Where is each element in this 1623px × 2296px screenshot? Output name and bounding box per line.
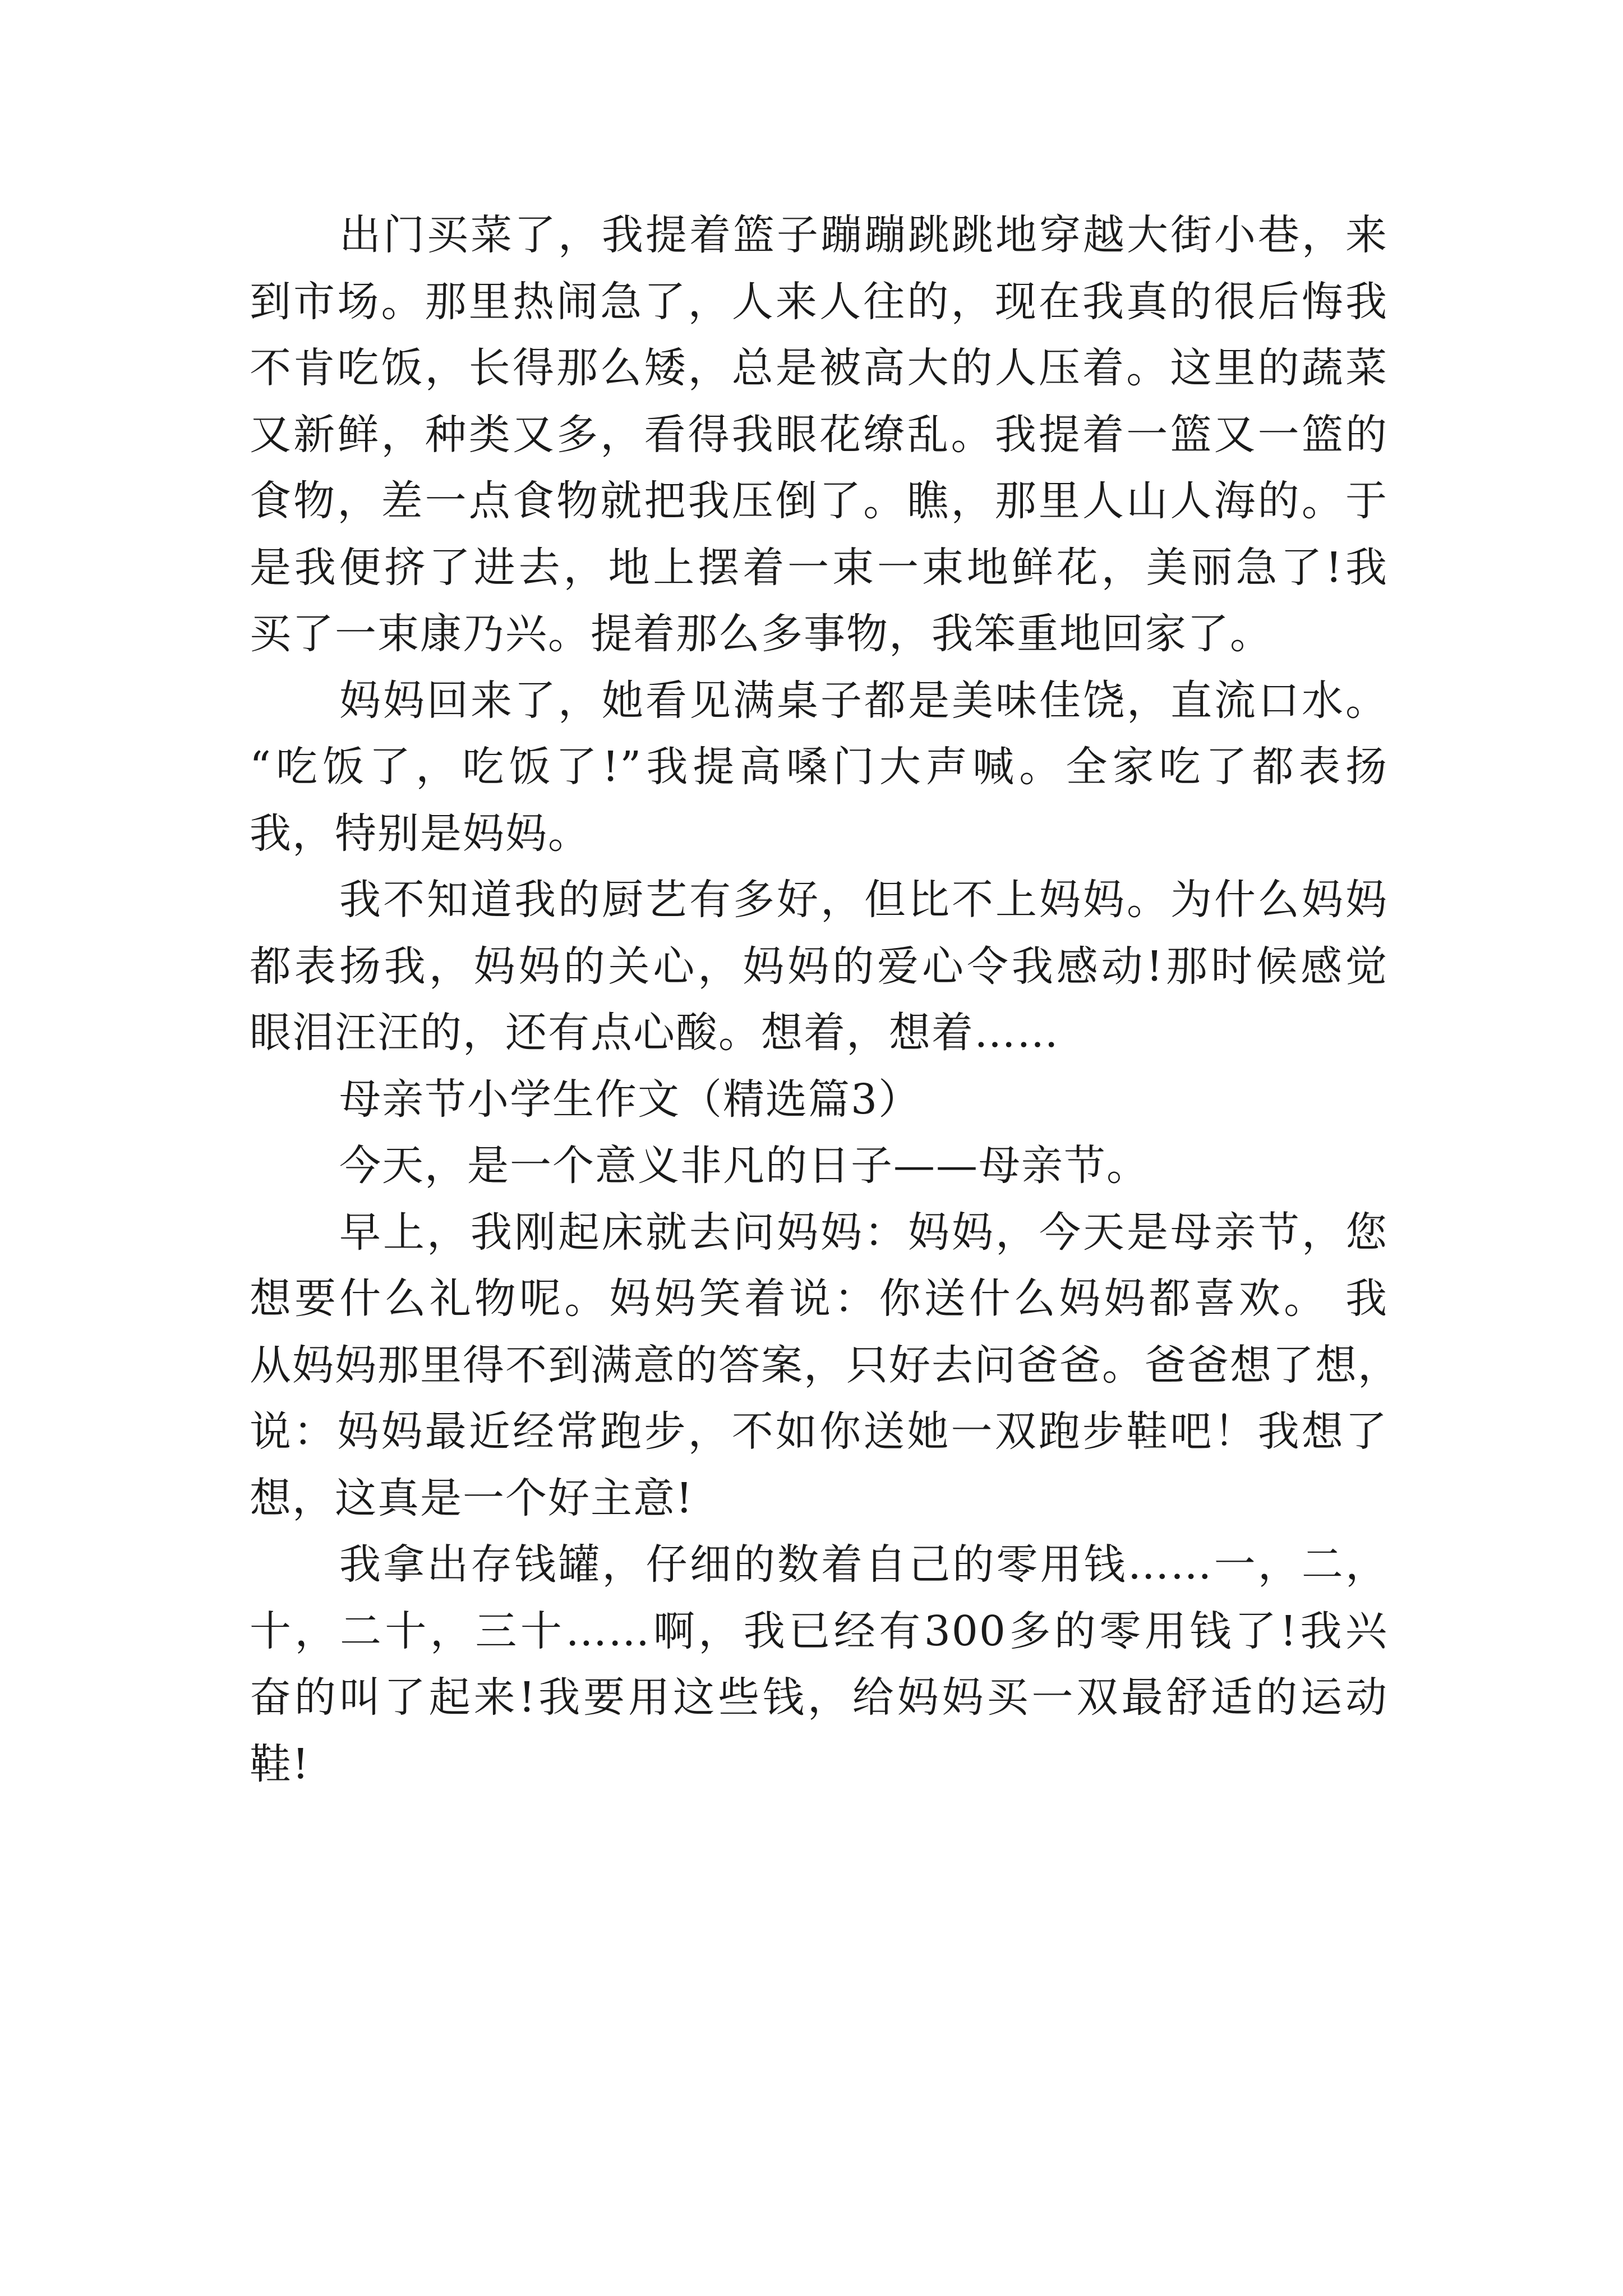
paragraph-line: “吃饭了，吃饭了!”我提高嗓门大声喊。全家吃了都表扬 (250, 743, 1388, 791)
section-heading: 母亲节小学生作文（精选篇3） (339, 1075, 921, 1124)
paragraph-line: 今天，是一个意义非凡的日子——母亲节。 (339, 1142, 1149, 1190)
paragraph-line: 早上，我刚起床就去问妈妈：妈妈，今天是母亲节，您 (339, 1208, 1388, 1257)
paragraph-line: 是我便挤了进去，地上摆着一束一束地鲜花，美丽急了!我 (250, 543, 1388, 592)
essay-body (250, 202, 1400, 1797)
paragraph-line: 食物，差一点食物就把我压倒了。瞧，那里人山人海的。于 (250, 477, 1388, 525)
paragraph-line: 不肯吃饭，长得那么矮，总是被高大的人压着。这里的蔬菜 (250, 344, 1388, 392)
paragraph-line: 都表扬我，妈妈的关心，妈妈的爱心令我感动!那时候感觉 (250, 942, 1388, 991)
paragraph-line: 我，特别是妈妈。 (250, 809, 591, 858)
paragraph-line: 鞋! (250, 1740, 310, 1788)
paragraph-line: 想，这真是一个好主意! (250, 1474, 694, 1522)
paragraph-line: 买了一束康乃兴。提着那么多事物，我笨重地回家了。 (250, 610, 1272, 658)
paragraph-line: 想要什么礼物呢。妈妈笑着说：你送什么妈妈都喜欢。 我 (250, 1274, 1388, 1323)
paragraph-line: 我不知道我的厨艺有多好，但比不上妈妈。为什么妈妈 (339, 876, 1388, 924)
paragraph-line: 妈妈回来了，她看见满桌子都是美味佳饶，直流口水。 (339, 676, 1388, 725)
paragraph-line: 我拿出存钱罐，仔细的数着自己的零用钱……一，二， (339, 1540, 1388, 1589)
paragraph-line: 奋的叫了起来!我要用这些钱，给妈妈买一双最舒适的运动 (250, 1673, 1388, 1722)
paragraph-line: 说：妈妈最近经常跑步，不如你送她一双跑步鞋吧！我想了 (250, 1407, 1388, 1456)
paragraph-line: 到市场。那里热闹急了，人来人往的，现在我真的很后悔我 (250, 277, 1388, 326)
paragraph-line: 又新鲜，种类又多，看得我眼花缭乱。我提着一篮又一篮的 (250, 410, 1388, 459)
paragraph-line: 出门买菜了，我提着篮子蹦蹦跳跳地穿越大街小巷，来 (339, 211, 1388, 259)
paragraph-line: 十，二十，三十……啊，我已经有300多的零用钱了!我兴 (250, 1607, 1388, 1655)
paragraph-line: 从妈妈那里得不到满意的答案，只好去问爸爸。爸爸想了想， (250, 1341, 1400, 1389)
paragraph-line: 眼泪汪汪的，还有点心酸。想着，想着…… (250, 1009, 1059, 1057)
